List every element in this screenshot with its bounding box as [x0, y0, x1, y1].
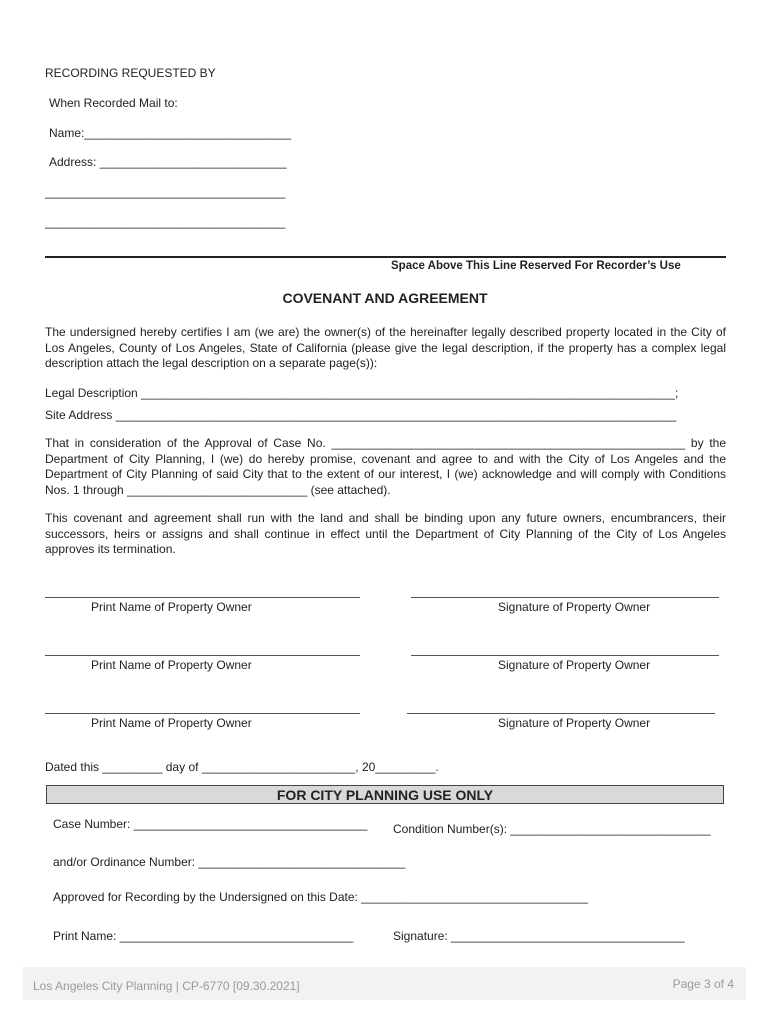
name-field[interactable]: Name:_______________________________ — [49, 126, 292, 140]
print-name-field[interactable]: Print Name: ___________________________________ — [53, 929, 354, 943]
print-name-label-3: Print Name of Property Owner — [91, 716, 252, 730]
ordinance-number-field[interactable]: and/or Ordinance Number: _______________________________ — [53, 855, 406, 869]
document-title: COVENANT AND AGREEMENT — [282, 290, 488, 306]
mail-to-label: When Recorded Mail to: — [49, 96, 178, 110]
recorder-reserved-note: Space Above This Line Reserved For Recorder’s Use — [391, 260, 681, 272]
address-line-3[interactable]: ____________________________________ — [45, 215, 286, 229]
page-number: Page 3 of 4 — [672, 977, 734, 991]
recording-requested-label: RECORDING REQUESTED BY — [45, 66, 216, 80]
signature-label-3: Signature of Property Owner — [498, 716, 651, 730]
footer-form-id: Los Angeles City Planning | CP-6770 [09.30.2021] — [33, 979, 300, 993]
print-name-label-2: Print Name of Property Owner — [91, 658, 252, 672]
dated-field[interactable]: Dated this _________ day of _______________________, 20_________. — [45, 760, 439, 774]
signature-field[interactable]: Signature: ___________________________________ — [393, 929, 685, 943]
signature-label-1: Signature of Property Owner — [498, 600, 651, 614]
consideration-paragraph: That in consideration of the Approval of Case No. _____________________________________________________ by the Department of City Planning, I (we) do hereby promise, covenant and agree to and with the City of Los Angeles and the Department of City Planning of said City that to the extent of our interest, I (we) acknowledge and will comply with Conditions Nos. 1 through ___________________________ (see attached). — [45, 436, 726, 497]
print-name-line-1[interactable] — [45, 597, 360, 598]
address-line-2[interactable]: ____________________________________ — [45, 185, 286, 199]
legal-description-field[interactable]: Legal Description ________________________________________________________________________________; — [45, 386, 679, 400]
signature-line-1[interactable] — [411, 597, 719, 598]
signature-label-2: Signature of Property Owner — [498, 658, 651, 672]
condition-numbers-field[interactable]: Condition Number(s): ______________________________ — [393, 822, 711, 836]
city-use-title: FOR CITY PLANNING USE ONLY — [276, 787, 494, 803]
print-name-line-3[interactable] — [45, 713, 360, 714]
intro-paragraph: The undersigned hereby certifies I am (we are) the owner(s) of the hereinafter legally described property located in the City of Los Angeles, County of Los Angeles, State of California (please give the legal description, if the property has a complex legal description attach the legal description on a separate page(s)): — [45, 325, 726, 370]
page-footer — [23, 967, 746, 1000]
site-address-field[interactable]: Site Address ____________________________________________________________________________________ — [45, 408, 677, 422]
recorder-divider — [45, 256, 726, 258]
city-use-header — [46, 785, 724, 804]
approved-date-field[interactable]: Approved for Recording by the Undersigned on this Date: __________________________________ — [53, 890, 589, 904]
signature-line-2[interactable] — [411, 655, 719, 656]
case-number-field[interactable]: Case Number: ___________________________________ — [53, 817, 368, 831]
address-field[interactable]: Address: ____________________________ — [49, 155, 287, 169]
print-name-line-2[interactable] — [45, 655, 360, 656]
print-name-label-1: Print Name of Property Owner — [91, 600, 252, 614]
run-with-land-paragraph: This covenant and agreement shall run with the land and shall be binding upon any future owners, encumbrancers, their successors, heirs or assigns and shall continue in effect until the Department of City Planning of the City of Los Angeles approves its termination. — [45, 511, 726, 556]
signature-line-3[interactable] — [407, 713, 715, 714]
